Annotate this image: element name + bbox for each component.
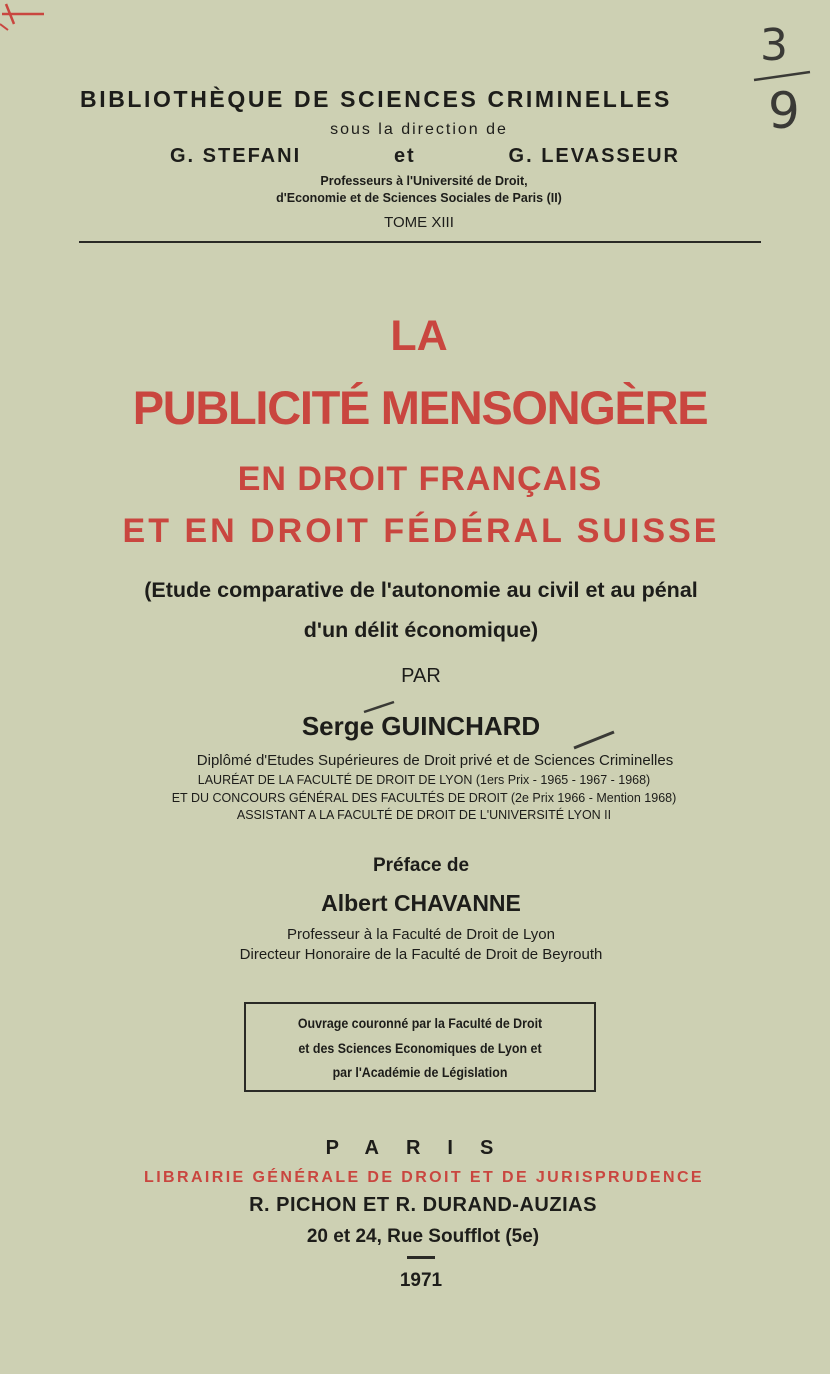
author-credential: ASSISTANT A LA FACULTÉ DE DROIT DE L'UNIVERSITÉ LYON II bbox=[236, 808, 612, 822]
publisher-city: PARIS bbox=[325, 1137, 521, 1159]
handwritten-number-top: 3 bbox=[760, 20, 788, 71]
pencil-accent-mark bbox=[570, 728, 620, 752]
award-text: par l'Académie de Législation bbox=[332, 1065, 508, 1080]
imprint-divider bbox=[407, 1256, 435, 1259]
publisher-address: 20 et 24, Rue Soufflot (5e) bbox=[306, 1226, 540, 1247]
preface-credential: Professeur à la Faculté de Droit de Lyon bbox=[287, 926, 555, 943]
author-credential: LAURÉAT DE LA FACULTÉ DE DROIT DE LYON (1ers Prix - 1965 - 1967 - 1968) bbox=[197, 773, 651, 787]
book-subtitle-line: EN DROIT FRANÇAIS bbox=[237, 460, 603, 498]
book-title-line: LA bbox=[390, 312, 448, 360]
editor-roles: Professeurs à l'Université de Droit, bbox=[320, 174, 528, 188]
preface-author: Albert CHAVANNE bbox=[321, 890, 521, 916]
author-credential: Diplômé d'Etudes Supérieures de Droit privé et de Sciences Criminelles bbox=[196, 752, 674, 769]
award-box bbox=[244, 1002, 596, 1092]
editor-conjunction: et bbox=[393, 145, 416, 167]
tome-number: TOME XIII bbox=[384, 214, 454, 231]
publisher-name: R. PICHON ET R. DURAND-AUZIAS bbox=[249, 1194, 597, 1216]
preface-credential: Directeur Honoraire de la Faculté de Droit de Beyrouth bbox=[239, 946, 603, 963]
award-text: et des Sciences Economiques de Lyon et bbox=[298, 1041, 542, 1056]
handwritten-shelf-number bbox=[752, 10, 822, 135]
pencil-accent-mark bbox=[360, 700, 400, 716]
editor-name: G. STEFANI bbox=[170, 145, 302, 167]
publication-year: 1971 bbox=[399, 1270, 443, 1291]
editor-name: G. LEVASSEUR bbox=[508, 145, 680, 167]
book-title-line: PUBLICITÉ MENSONGÈRE bbox=[132, 381, 708, 434]
handwritten-number-bottom: 9 bbox=[768, 82, 800, 135]
preface-label: Préface de bbox=[372, 855, 470, 876]
direction-label: sous la direction de bbox=[330, 121, 508, 138]
author-credential: ET DU CONCOURS GÉNÉRAL DES FACULTÉS DE DROIT (2e Prix 1966 - Mention 1968) bbox=[171, 791, 677, 805]
corner-pencil-mark bbox=[0, 0, 60, 40]
author-name: Serge GUINCHARD bbox=[301, 711, 541, 741]
series-title: BIBLIOTHÈQUE DE SCIENCES CRIMINELLES bbox=[80, 86, 672, 112]
header-divider bbox=[79, 241, 761, 243]
publisher-name: LIBRAIRIE GÉNÉRALE DE DROIT ET DE JURISPRUDENCE bbox=[144, 1169, 704, 1186]
award-text: Ouvrage couronné par la Faculté de Droit bbox=[297, 1016, 543, 1031]
study-description: (Etude comparative de l'autonomie au civil et au pénal bbox=[144, 578, 698, 602]
editors-line bbox=[170, 145, 680, 168]
by-label: PAR bbox=[401, 665, 441, 687]
study-description: d'un délit économique) bbox=[303, 618, 539, 642]
book-subtitle-line: ET EN DROIT FÉDÉRAL SUISSE bbox=[122, 512, 720, 550]
editor-roles: d'Economie et de Sciences Sociales de Paris (II) bbox=[276, 191, 562, 205]
